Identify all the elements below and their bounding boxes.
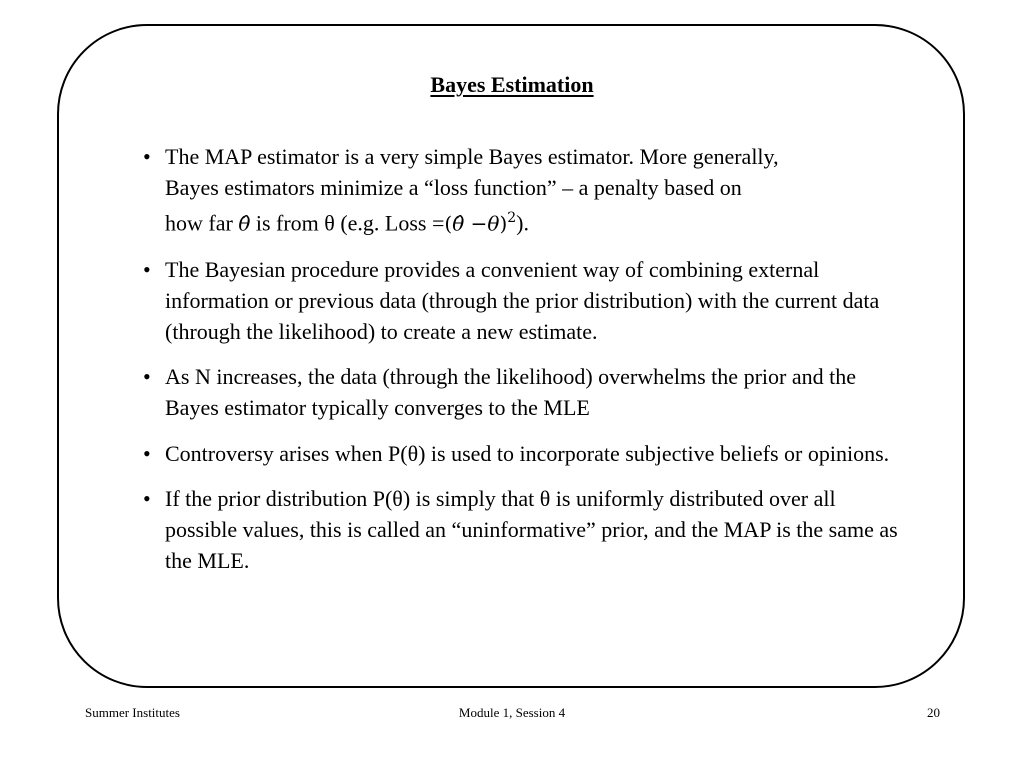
bullet-item [143,141,903,239]
bullet-text-fragment: is from θ (e.g. Loss = [250,210,445,236]
theta-hat-symbol: θ̂ [238,211,251,236]
bullet-symbol: • [143,364,151,390]
formula-theta: θ [487,211,500,236]
bullet-symbol: • [143,256,151,282]
bullet-text: Controversy arises when P(θ) is used to incorporate subjective beliefs or opinions. [165,440,890,466]
formula-theta-hat: θ̂ [452,211,465,236]
footer-institution: Summer Institutes [85,705,180,720]
bullet-item [143,254,903,347]
formula-open-paren: ( [444,211,453,236]
bullet-text: If the prior distribution P(θ) is simply that θ is uniformly distributed over all possible values, this is called an “uninformative” prior, and the MAP is the same as the MLE. [165,486,898,574]
footer-session: Module 1, Session 4 [458,705,566,720]
bullet-text-line: Bayes estimators minimize a “loss function” – a penalty based on [165,175,742,200]
slide-title: Bayes Estimation [430,72,594,97]
bullet-text: As N increases, the data (through the likelihood) overwhelms the prior and the Bayes estimator typically converges to the MLE [165,364,856,421]
bullet-text-fragment: how far [165,210,239,236]
bullet-text: The Bayesian procedure provides a convenient way of combining external information or previous data (through the prior distribution) with the current data (through the likelihood) to create a new estimate. [165,256,880,344]
bullet-text-line: The MAP estimator is a very simple Bayes estimator. More generally, [165,144,779,169]
bullet-list [143,141,903,591]
formula-close-paren: ) [499,211,508,236]
bullet-symbol: • [143,144,151,169]
bullet-item [143,361,903,423]
bullet-symbol: • [143,440,151,466]
bullet-item [143,483,903,576]
footer-page-number: 20 [927,705,940,720]
bullet-text-fragment: ). [516,210,529,236]
formula-minus: − [464,211,488,236]
bullet-item [143,438,903,469]
formula-exponent: 2 [507,210,517,226]
bullet-symbol: • [143,486,151,512]
